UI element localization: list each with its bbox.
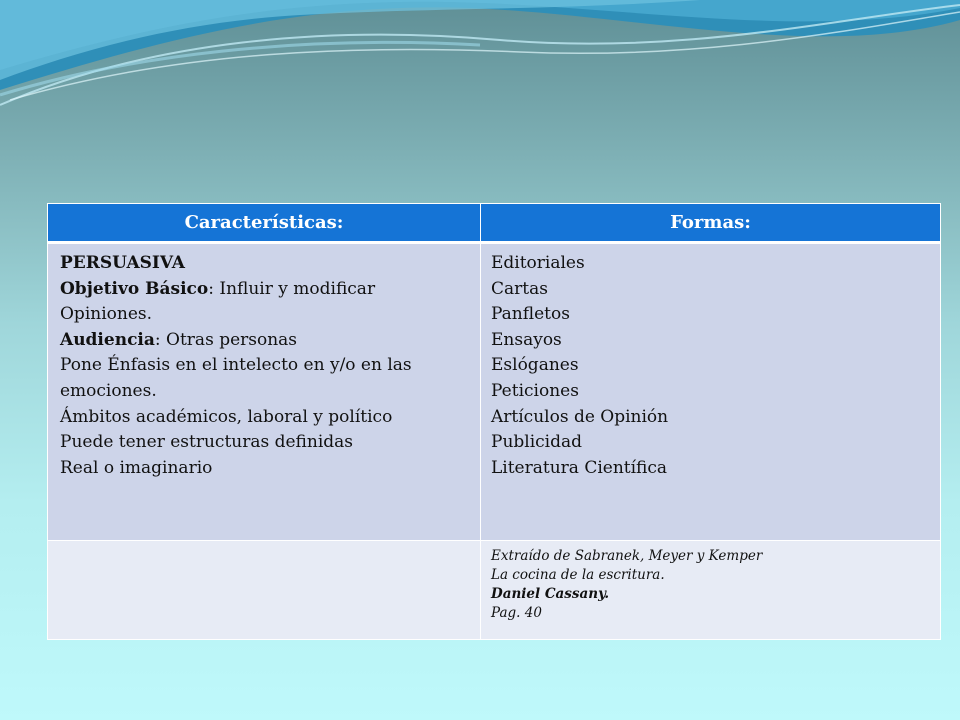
source-cell <box>481 541 941 640</box>
source-author: Daniel Cassany. <box>491 586 610 602</box>
form-item: Artículos de Opinión <box>491 406 669 427</box>
audience-label: Audiencia <box>60 329 155 350</box>
nature-line: Real o imaginario <box>60 457 213 478</box>
header-row <box>48 204 941 243</box>
empty-footer-cell <box>48 541 481 640</box>
audience-line <box>60 328 468 354</box>
header-characteristics: Características: <box>48 204 481 243</box>
emphasis-line-1: Pone Énfasis en el intelecto en y/o en las <box>60 355 412 376</box>
structures-line: Puede tener estructuras definidas <box>60 432 354 453</box>
objective-line <box>60 277 468 303</box>
characteristics-table <box>47 203 941 640</box>
form-item: Cartas <box>491 278 548 299</box>
scopes-line: Ámbitos académicos, laboral y político <box>60 406 393 427</box>
source-page: Pag. 40 <box>491 605 542 621</box>
footer-row <box>48 541 941 640</box>
source-line-2: La cocina de la escritura. <box>491 567 665 583</box>
characteristics-cell <box>48 243 481 541</box>
audience-text: : Otras personas <box>154 329 298 350</box>
header-forms: Formas: <box>481 204 941 243</box>
decorative-wave-banner <box>0 0 960 120</box>
form-item: Publicidad <box>491 432 583 453</box>
form-item: Literatura Científica <box>491 457 668 478</box>
objective-continuation: Opiniones. <box>60 304 153 325</box>
emphasis-line-2: emociones. <box>60 380 157 401</box>
source-line-1: Extraído de Sabranek, Meyer y Kemper <box>491 548 763 564</box>
body-row <box>48 243 941 541</box>
form-item: Panfletos <box>491 304 570 325</box>
form-item: Editoriales <box>491 253 585 273</box>
text-type-heading: PERSUASIVA <box>60 253 185 273</box>
forms-cell <box>481 243 941 541</box>
form-item: Eslóganes <box>491 355 579 376</box>
form-item: Peticiones <box>491 380 579 401</box>
objective-label: Objetivo Básico <box>60 278 209 299</box>
form-item: Ensayos <box>491 329 562 350</box>
objective-text: : Influir y modificar <box>208 278 376 299</box>
